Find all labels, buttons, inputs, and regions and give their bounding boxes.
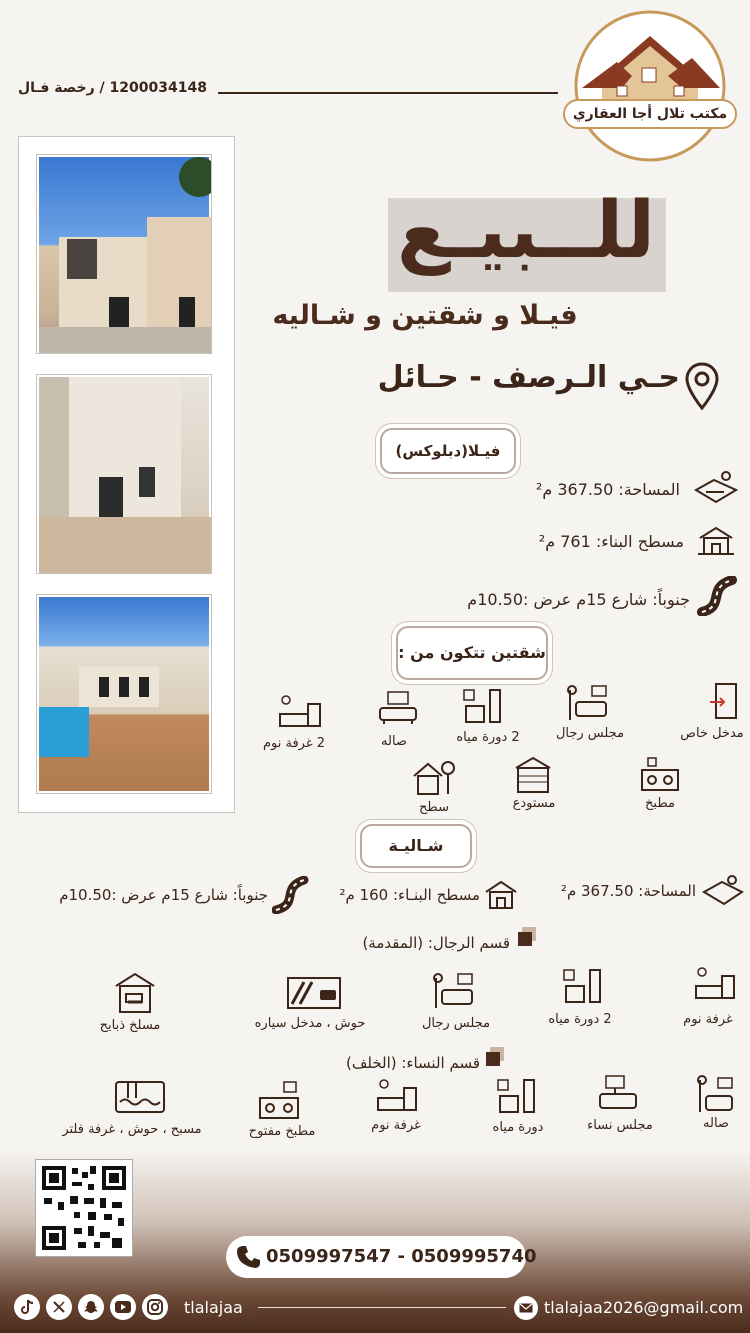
chalet-badge-text: شـاليـة (388, 836, 444, 855)
yard-parking-icon (286, 976, 342, 1010)
room-bedrooms: 2 غرفة نوم (262, 736, 326, 751)
photo-frame (18, 136, 235, 813)
women-room-pool: مسبح ، حوش ، غرفة فلتر (62, 1122, 202, 1137)
chalet-road-icon (272, 876, 310, 914)
tiktok-icon[interactable] (14, 1294, 40, 1320)
youtube-icon[interactable] (110, 1294, 136, 1320)
men-room-majlis: مجلس رجال (421, 1016, 491, 1031)
men-section-title: قسم الرجال: (المقدمة) (362, 934, 510, 952)
company-logo (562, 6, 738, 166)
phone-pill[interactable] (226, 1236, 537, 1278)
women-bathroom-icon (496, 1078, 538, 1116)
private-entrance-icon (708, 682, 740, 722)
social-handle[interactable]: tlalajaa (184, 1298, 243, 1317)
apartments-badge-text: شقتين تتكون من : (398, 643, 546, 662)
men-room-bathrooms: 2 دورة مياه (548, 1012, 612, 1027)
villa-courtyard-photo (37, 375, 211, 573)
phone-numbers[interactable]: 0509997547 - 0509995740 (266, 1246, 537, 1267)
open-kitchen-icon (258, 1080, 300, 1122)
roof-icon (412, 756, 456, 798)
women-majlis-icon (596, 1074, 640, 1116)
women-section-title: قسم النساء: (الخلف) (345, 1054, 480, 1072)
men-room-bedroom: غرفة نوم (683, 1012, 733, 1027)
chalet-area: المساحة: 367.50 م² (560, 882, 696, 900)
chalet-pool-photo (37, 595, 211, 793)
room-bathrooms: 2 دورة مياه (456, 730, 520, 745)
villa-area: المساحة: 367.50 م² (535, 480, 680, 499)
header-rule (218, 92, 558, 94)
women-room-majlis: مجلس نساء (587, 1118, 653, 1133)
property-subtitle: فيـلا و شقتين و شـاليه (272, 300, 578, 331)
snapchat-icon[interactable] (78, 1294, 104, 1320)
villa-badge-text: فيـلا(دبلوكس) (395, 442, 501, 460)
location-text: حـي الـرصف - حـائل (377, 360, 680, 395)
land-area-icon (692, 470, 738, 506)
footer-rule (258, 1307, 506, 1308)
villa-badge (380, 428, 516, 474)
hall-sofa-icon (376, 690, 420, 726)
room-hall: صاله (381, 734, 407, 749)
social-links (14, 1294, 168, 1320)
men-bedroom-icon (694, 966, 736, 1006)
license-number: 1200034148 / رخصة فـال (18, 80, 207, 96)
room-warehouse: مستودع (512, 796, 556, 811)
chalet-land-area-icon (700, 874, 744, 908)
chalet-building-icon (482, 878, 520, 910)
slaughter-room-icon (114, 972, 156, 1014)
women-room-open-kitchen: مطبخ مفتوح (248, 1124, 316, 1139)
room-kitchen: مطبخ (645, 796, 675, 811)
apartments-badge (396, 626, 548, 680)
women-hall-icon (694, 1074, 736, 1116)
chalet-building-area: مسطح البنـاء: 160 م² (339, 886, 480, 904)
phone-icon (236, 1244, 262, 1270)
email-address[interactable]: tlalajaa2026@gmail.com (544, 1298, 744, 1317)
women-room-bathroom: دورة مياه (492, 1120, 544, 1135)
chalet-street: جنوباً: شارع 15م عرض :10.50م (59, 886, 268, 904)
bedroom-icon (278, 694, 322, 734)
men-room-slaughter: مسلخ ذبايح (99, 1018, 161, 1033)
warehouse-icon (514, 756, 552, 794)
chalet-badge (360, 824, 472, 868)
men-majlis-icon (432, 972, 476, 1012)
bathroom-icon (462, 688, 504, 726)
women-room-bedroom: غرفة نوم (371, 1118, 421, 1133)
men-bathroom-icon (562, 968, 604, 1006)
pool-icon (112, 1078, 168, 1116)
x-twitter-icon[interactable] (46, 1294, 72, 1320)
room-mens-majlis: مجلس رجال (555, 726, 625, 741)
qr-code[interactable] (36, 1160, 132, 1256)
women-section-bullet (486, 1052, 500, 1066)
logo-text: مكتب تلال أجا العقاري (572, 106, 728, 122)
instagram-icon[interactable] (142, 1294, 168, 1320)
map-pin-icon (684, 362, 720, 412)
room-roof: سطح (419, 800, 449, 815)
women-room-hall: صاله (703, 1116, 729, 1131)
room-private-entrance: مدخل خاص (680, 726, 744, 741)
villa-building-area: مسطح البناء: 761 م² (538, 532, 684, 551)
villa-street: جنوباً: شارع 15م عرض :10.50م (467, 590, 690, 609)
women-bedroom-icon (376, 1078, 418, 1118)
men-section-bullet (518, 932, 532, 946)
for-sale-title: للــبيـع (396, 186, 656, 276)
building-area-icon (696, 524, 736, 556)
men-room-yard-parking: حوش ، مدخل سياره (254, 1016, 366, 1031)
villa-exterior-photo (37, 155, 211, 353)
mens-majlis-icon (566, 684, 610, 724)
road-icon (696, 576, 738, 616)
kitchen-icon (640, 754, 680, 794)
email-icon (514, 1296, 538, 1320)
